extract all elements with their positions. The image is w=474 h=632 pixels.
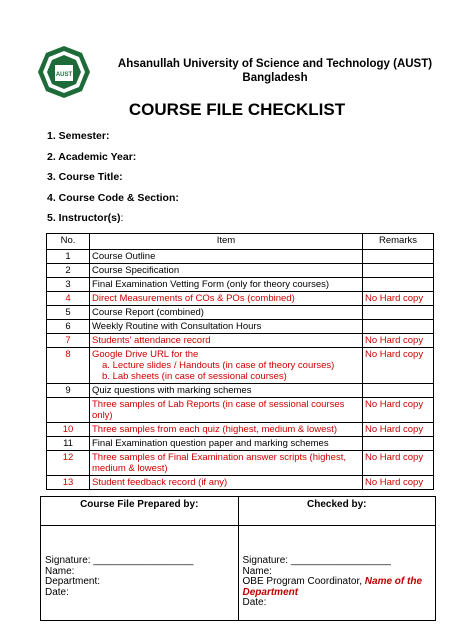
row-remarks <box>363 306 434 320</box>
checked-role <box>243 577 432 598</box>
row-remarks: No Hard copy <box>363 398 434 423</box>
row-item: Direct Measurements of COs & POs (combined) <box>90 292 363 306</box>
checked-by-heading: Checked by: <box>238 497 436 526</box>
row-item: Course Outline <box>90 250 363 264</box>
prepared-by-cell <box>41 526 239 621</box>
table-row <box>47 423 434 437</box>
row-no: 11 <box>47 437 90 451</box>
row-item <box>90 348 363 384</box>
row-remarks: No Hard copy <box>363 292 434 306</box>
table-row <box>47 320 434 334</box>
row-item: Weekly Routine with Consultation Hours <box>90 320 363 334</box>
row-no <box>47 398 90 423</box>
row-no: 3 <box>47 278 90 292</box>
row-no: 7 <box>47 334 90 348</box>
prepared-department: Department: <box>45 576 101 587</box>
table-row <box>47 398 434 423</box>
sub-item-a: a. Lecture slides / Handouts (in case of theory courses) <box>102 360 360 371</box>
university-header <box>100 57 450 85</box>
field-academic-year: 2. Academic Year: <box>47 151 137 163</box>
row-item: Three samples from each quiz (highest, medium & lowest) <box>90 423 363 437</box>
table-row <box>47 437 434 451</box>
signoff-header-row <box>41 497 436 526</box>
field-instructors-label: 5. Instructor(s) <box>47 212 121 224</box>
header-remarks: Remarks <box>363 234 434 250</box>
field-course-code: 4. Course Code & Section: <box>47 192 179 204</box>
university-name: Ahsanullah University of Science and Technology (AUST) <box>117 58 433 70</box>
row-no: 1 <box>47 250 90 264</box>
row-remarks <box>363 250 434 264</box>
checked-date: Date: <box>242 597 267 608</box>
row-remarks <box>363 264 434 278</box>
table-row <box>47 264 434 278</box>
row-remarks: No Hard copy <box>363 423 434 437</box>
table-row <box>47 306 434 320</box>
row-item: Quiz questions with marking schemes <box>90 384 363 398</box>
checked-name: Name: <box>242 565 272 577</box>
signoff-body-row <box>41 526 436 621</box>
row-remarks <box>363 278 434 292</box>
row-remarks: No Hard copy <box>363 348 434 384</box>
row-item: Final Examination question paper and marking schemes <box>90 437 363 451</box>
signoff-table <box>40 496 436 621</box>
row-item: Course Report (combined) <box>90 306 363 320</box>
table-row <box>47 384 434 398</box>
field-instructors <box>47 212 123 224</box>
row-item: Three samples of Final Examination answer scripts (highest, medium & lowest) <box>90 451 363 476</box>
prepared-name: Name: <box>45 565 75 577</box>
row-remarks: No Hard copy <box>363 476 434 490</box>
prepared-signature: Signature: __________________ <box>45 555 194 566</box>
row-no: 6 <box>47 320 90 334</box>
checked-role-department: Name of the Department <box>242 576 423 598</box>
row-no: 5 <box>47 306 90 320</box>
prepared-date: Date: <box>45 586 69 598</box>
header-no: No. <box>47 234 90 250</box>
row-item: Students' attendance record <box>90 334 363 348</box>
row-no: 8 <box>47 348 90 384</box>
table-row <box>47 334 434 348</box>
table-row <box>47 292 434 306</box>
university-country: Bangladesh <box>242 72 308 84</box>
checked-signature: Signature: __________________ <box>242 555 391 566</box>
row-item: Student feedback record (if any) <box>90 476 363 490</box>
row-remarks <box>363 320 434 334</box>
row-remarks <box>363 437 434 451</box>
row-item: Three samples of Lab Reports (in case of sessional courses only) <box>90 398 363 423</box>
row-no: 12 <box>47 451 90 476</box>
table-row <box>47 250 434 264</box>
row-item: Final Examination Vetting Form (only for theory courses) <box>90 278 363 292</box>
table-row <box>47 476 434 490</box>
row-no: 4 <box>47 292 90 306</box>
checked-role-title: OBE Program Coordinator, <box>242 576 365 587</box>
university-logo <box>37 45 91 99</box>
checklist-table <box>46 233 434 490</box>
row-remarks <box>363 384 434 398</box>
field-semester: 1. Semester: <box>47 130 110 142</box>
table-row <box>47 348 434 384</box>
field-instructors-colon: : <box>120 212 124 224</box>
row-no: 13 <box>47 476 90 490</box>
table-row <box>47 451 434 476</box>
sub-list <box>102 360 360 382</box>
page-title: COURSE FILE CHECKLIST <box>128 100 346 119</box>
table-row <box>47 278 434 292</box>
logo-lettering: AUST <box>55 72 73 78</box>
row-item-text: Google Drive URL for the <box>92 349 199 360</box>
row-no: 9 <box>47 384 90 398</box>
row-no: 2 <box>47 264 90 278</box>
field-course-title: 3. Course Title: <box>47 171 123 183</box>
sub-item-b: b. Lab sheets (in case of sessional courses) <box>102 371 360 382</box>
row-remarks: No Hard copy <box>363 451 434 476</box>
header-item: Item <box>90 234 363 250</box>
prepared-by-heading: Course File Prepared by: <box>41 497 239 526</box>
row-no: 10 <box>47 423 90 437</box>
row-remarks: No Hard copy <box>363 334 434 348</box>
row-item: Course Specification <box>90 264 363 278</box>
checked-by-cell <box>238 526 436 621</box>
table-header-row <box>47 234 434 250</box>
